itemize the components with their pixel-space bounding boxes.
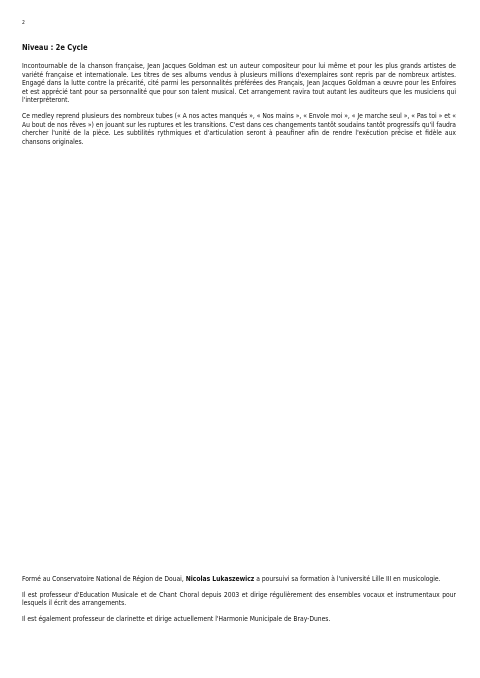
author-bio-section [22,575,456,630]
bio-paragraph-2: Il est professeur d'Education Musicale et de Chant Choral depuis 2003 et dirige régulièrement des ensembles vocaux et instrumentaux pour lesquels il écrit des arrangements. [22,590,456,608]
intro-paragraph-1: Incontournable de la chanson française, Jean Jacques Goldman est un auteur compositeur pour lui même et pour les plus grands artistes de variété française et internationale. Les titres de ses albums vendus à plusieurs millions d'exemplaires sont repris par de nombreux artistes. Engagé dans la lutte contre la précarité, cité parmi les personnalités préférées des Français, Jean Jacques Goldman a œuvre pour les Enfoires et est apprécié tant pour sa personnalité que pour son talent musical. Cet arrangement ravira tout autant les auditeurs que les musiciens qui l'interpréteront. [22,62,456,105]
bio-text-before-name: Formé au Conservatoire National de Région de Douai, [22,575,186,583]
bio-text-after-name: a poursuivi sa formation à l'université Lille III en musicologie. [254,575,441,583]
level-heading: Niveau : 2e Cycle [22,43,88,52]
bio-paragraph-1 [22,575,456,584]
page-number: 2 [22,20,25,26]
arranger-name: Nicolas Lukaszewicz [185,575,255,583]
intro-section [22,62,456,153]
intro-paragraph-2: Ce medley reprend plusieurs des nombreux tubes (« A nos actes manqués », « Nos mains », « Envole moi », « Je marche seul », « Pas toi » et « Au bout de nos rêves ») en jouant sur les ruptures et les transitions. C'est dans ces changements tantôt soudains tantôt progressifs qu'il faudra chercher l'unité de la pièce. Les subtilités rythmiques et d'articulation seront à peaufiner afin de rendre l'exécution précise et fidèle aux chansons originales. [22,111,456,146]
bio-paragraph-3: Il est également professeur de clarinette et dirige actuellement l'Harmonie Municipale de Bray-Dunes. [22,614,331,623]
